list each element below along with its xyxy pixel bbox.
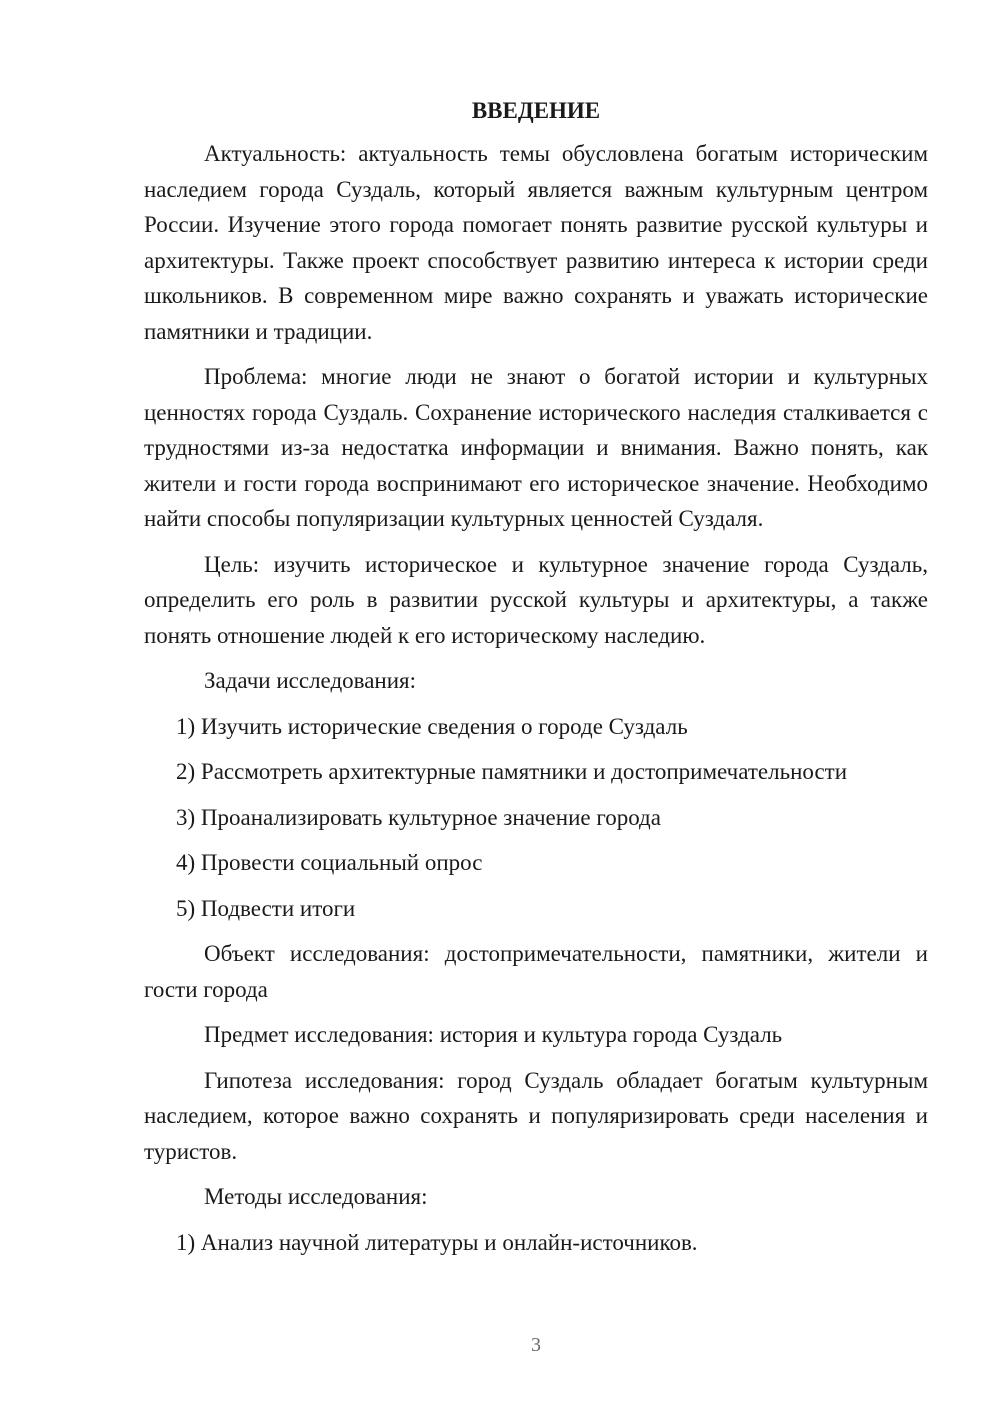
task-item-5: 5) Подвести итоги — [176, 895, 356, 921]
goal-paragraph: Цель: изучить историческое и культурное значение города Суздаль, определить его роль в развитии русской культуры и архитектуры, а также понять отношение людей к его историческому наследию. — [144, 551, 928, 648]
problem-paragraph: Проблема: многие люди не знают о богатой истории и культурных ценностях города Суздаль. Сохранение исторического наследия сталкивается с трудностями из-за недостатка информации и внимания. Важно понять, как жители и гости города воспринимают его историческое значение. Необходимо найти способы популяризации культурных ценностей Суздаля. — [144, 364, 928, 531]
page-title: ВВЕДЕНИЕ — [471, 98, 601, 123]
hypothesis-paragraph: Гипотеза исследования: город Суздаль обладает богатым культурным наследием, которое важно сохранять и популяризировать среди населения и туристов. — [144, 1067, 928, 1164]
object-paragraph: Объект исследования: достопримечательности, памятники, жители и гости города — [144, 941, 928, 1002]
task-item-4: 4) Провести социальный опрос — [176, 850, 483, 875]
method-item-1: 1) Анализ научной литературы и онлайн-источников. — [176, 1229, 698, 1255]
tasks-label: Задачи исследования: — [204, 668, 417, 693]
subject-paragraph: Предмет исследования: история и культура города Суздаль — [204, 1022, 783, 1047]
page-number: 3 — [531, 1334, 541, 1356]
task-item-3: 3) Проанализировать культурное значение города — [176, 804, 661, 830]
task-item-2: 2) Рассмотреть архитектурные памятники и достопримечательности — [176, 759, 848, 784]
page-content — [144, 96, 928, 1270]
methods-label: Методы исследования: — [204, 1184, 428, 1209]
relevance-paragraph: Актуальность: актуальность темы обусловлена богатым историческим наследием города Суздаль, который является важным культурным центром России. Изучение этого города помогает понять развитие русской культуры и архитектуры. Также проект способствует развитию интереса к истории среди школьников. В современном мире важно сохранять и уважать исторические памятники и традиции. — [144, 141, 928, 344]
task-item-1: 1) Изучить исторические сведения о городе Суздаль — [176, 713, 688, 739]
